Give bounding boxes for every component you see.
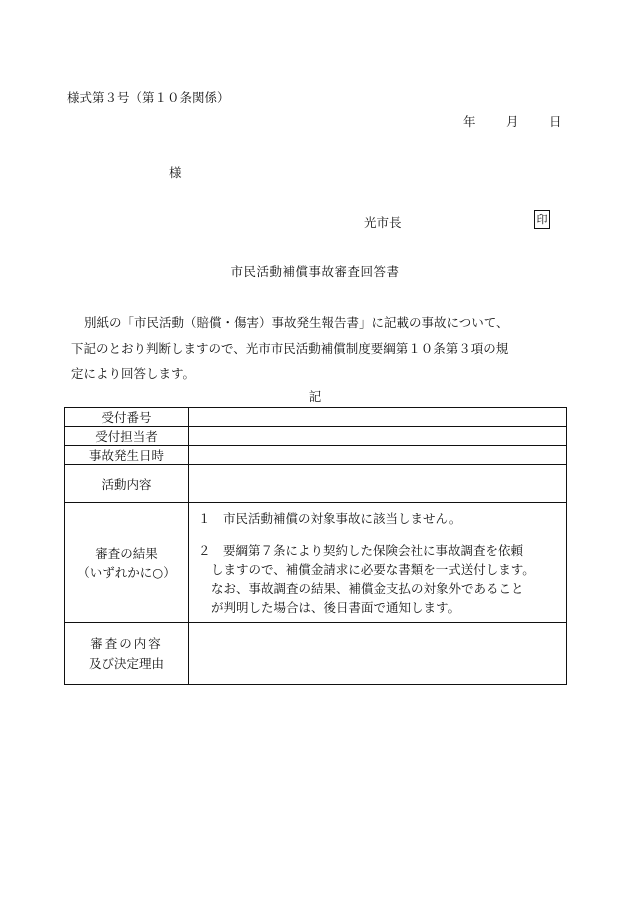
- date-day-label: 日: [549, 114, 562, 129]
- body-line-3: 定により回答します。: [71, 366, 196, 381]
- reason-label-line-2: 及び決定理由: [88, 655, 164, 671]
- body-line-1: 別紙の「市民活動（賠償・傷害）事故発生報告書」に記載の事故について、: [84, 315, 509, 330]
- reason-value: [189, 623, 567, 685]
- body-line-2: 下記のとおり判断しますので、光市市民活動補償制度要綱第１０条第３項の規: [71, 341, 509, 356]
- activity-label: 活動内容: [65, 465, 189, 503]
- review-table: [64, 407, 567, 685]
- option-2-line-3: なお、事故調査の結果、補償金支払の対象外であること: [211, 580, 524, 596]
- receipt-number-label: 受付番号: [65, 408, 189, 427]
- option-2-line-2: しますので、補償金請求に必要な書類を一式送付します。: [211, 561, 535, 577]
- result-label-line-1: 審査の結果: [95, 545, 158, 561]
- activity-value: [189, 465, 567, 503]
- option-1: １ 市民活動補償の対象事故に該当しません。: [198, 510, 462, 526]
- date-month-label: 月: [506, 114, 519, 129]
- document-title: 市民活動補償事故審査回答書: [230, 264, 400, 279]
- ki-heading: 記: [308, 389, 322, 404]
- option-2-line-4: が判明した場合は、後日書面で通知します。: [211, 599, 461, 615]
- result-options: [189, 503, 567, 623]
- form-number: 様式第３号（第１０条関係）: [67, 90, 230, 105]
- recipient-honorific: 様: [169, 165, 182, 180]
- result-label-line-2: （いずれかに○）: [77, 564, 176, 580]
- option-2-line-1: ２ 要綱第７条により契約した保険会社に事故調査を依頼: [198, 542, 524, 558]
- reason-label-line-1: 審査の内容: [90, 635, 163, 651]
- seal-stamp: 印: [534, 210, 550, 229]
- table-row: [65, 465, 567, 503]
- accident-datetime-value: [189, 446, 567, 465]
- table-row: [65, 408, 567, 427]
- reason-label: [65, 623, 189, 685]
- table-row: [65, 427, 567, 446]
- issuer-name: 光市長: [364, 215, 402, 230]
- table-row: [65, 446, 567, 465]
- result-label: [65, 503, 189, 623]
- receipt-number-value: [189, 408, 567, 427]
- receipt-staff-value: [189, 427, 567, 446]
- table-row: [65, 623, 567, 685]
- table-row: [65, 503, 567, 623]
- receipt-staff-label: 受付担当者: [65, 427, 189, 446]
- accident-datetime-label: 事故発生日時: [65, 446, 189, 465]
- date-year-label: 年: [463, 114, 476, 129]
